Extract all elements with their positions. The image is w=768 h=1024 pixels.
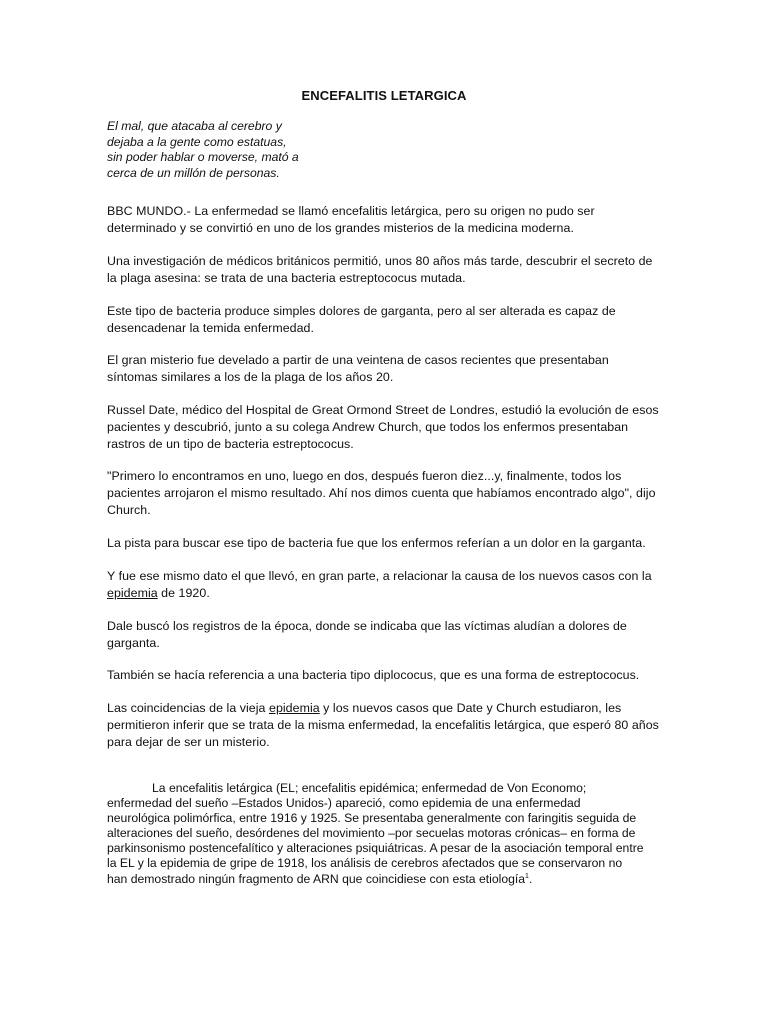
lead-line: El mal, que atacaba al cerebro y — [107, 119, 282, 133]
paragraph-line: parkinsonismo postencefalítico y alteraciones psiquiátricas. A pesar de la asociación temporal entre — [107, 841, 644, 856]
paragraph-line: pacientes arrojaron el mismo resultado. Ahí nos dimos cuenta que habíamos encontrado algo", dijo — [107, 486, 656, 500]
paragraph-line: El gran misterio fue develado a partir de una veintena de casos recientes que presentaban — [107, 353, 609, 367]
lead-line: dejaba a la gente como estatuas, — [107, 134, 287, 149]
epidemia-link[interactable]: epidemia — [269, 701, 320, 715]
paragraph-pista — [107, 535, 667, 552]
paragraph-line: permitieron inferir que se trata de la misma enfermedad, la encefalitis letárgica, que esperó 80 años — [107, 718, 659, 732]
paragraph-line: síntomas similares a los de la plaga de los años 20. — [107, 370, 394, 384]
paragraph-coincidencias — [107, 700, 667, 751]
paragraph-line: Este tipo de bacteria produce simples dolores de garganta, pero al ser alterada es capaz de — [107, 304, 616, 318]
paragraph-line: Russel Date, médico del Hospital de Great Ormond Street de Londres, estudió la evolución de esos — [107, 403, 659, 417]
paragraph-line: "Primero lo encontramos en uno, luego en dos, después fueron diez...y, finalmente, todos los — [107, 469, 622, 483]
paragraph-line — [107, 700, 667, 717]
paragraph-line: determinado y se convirtió en uno de los grandes misterios de la medicina moderna. — [107, 221, 574, 235]
paragraph-line: Church. — [107, 503, 151, 517]
paragraph-line: la EL y la epidemia de gripe de 1918, los análisis de cerebros afectados que se conservaron no — [107, 856, 623, 871]
paragraph-gran-misterio — [107, 352, 667, 386]
lead-line: cerca de un millón de personas. — [107, 165, 280, 180]
paragraph-line: rastros de un tipo de bacteria estreptococus. — [107, 437, 354, 451]
paragraph-quote — [107, 468, 667, 519]
lead-line: sin poder hablar o moverse, mató a — [107, 150, 299, 164]
paragraph-line-pre: Las coincidencias de la vieja — [107, 701, 269, 715]
paragraph-line: También se hacía referencia a una bacteria tipo diplococus, que es una forma de estreptococus. — [107, 668, 640, 682]
paragraph-line: Una investigación de médicos británicos permitió, unos 80 años más tarde, descubrir el secreto de — [107, 254, 653, 268]
paragraph-tipo-bacteria — [107, 303, 667, 337]
paragraph-line: pacientes y descubrió, junto a su colega Andrew Church, que todos los enfermos presentaban — [107, 420, 629, 434]
paragraph-line: alteraciones del sueño, desórdenes del movimiento –por secuelas motoras crónicas– en forma de — [107, 826, 636, 841]
epidemia-link[interactable]: epidemia — [107, 586, 158, 600]
paragraph-mismo-dato — [107, 568, 667, 602]
paragraph-line: enfermedad del sueño –Estados Unidos-) apareció, como epidemia de una enfermedad — [107, 796, 581, 811]
paragraph-line-text: han demostrado ningún fragmento de ARN que coincidiese con esta etiología — [107, 871, 526, 886]
paragraph-diplococus — [107, 667, 667, 684]
paragraph-dale-busco — [107, 618, 667, 652]
italic-lead — [107, 119, 327, 181]
paragraph-line: BBC MUNDO.- La enfermedad se llamó encefalitis letárgica, pero su origen no pudo ser — [107, 204, 595, 218]
paragraph-line: garganta. — [107, 636, 160, 650]
paragraph-line: Dale buscó los registros de la época, donde se indicaba que las víctimas aludían a dolores de — [107, 619, 627, 633]
paragraph-line-post: y los nuevos casos que Date y Church estudiaron, les — [319, 701, 622, 715]
document-title: ENCEFALITIS LETARGICA — [301, 88, 467, 103]
paragraph-line: Y fue ese mismo dato el que llevó, en gran parte, a relacionar la causa de los nuevos casos con la — [107, 569, 652, 583]
paragraph-line: La pista para buscar ese tipo de bacteria fue que los enfermos referían a un dolor en la garganta. — [107, 536, 646, 550]
paragraph-line: neurológica polimórfica, entre 1916 y 1925. Se presentaba generalmente con faringitis seguida de — [107, 811, 637, 826]
paragraph-line: desencadenar la temida enfermedad. — [107, 321, 314, 335]
paragraph-encefalitis-definicion — [107, 781, 667, 887]
paragraph-bbc-mundo — [107, 203, 667, 237]
paragraph-line — [107, 585, 667, 602]
paragraph-line: La encefalitis letárgica (EL; encefalitis epidémica; enfermedad de Von Economo; — [152, 781, 587, 795]
paragraph-russel-date — [107, 402, 667, 453]
paragraph-line: para dejar de ser un misterio. — [107, 735, 270, 749]
paragraph-line — [107, 872, 667, 887]
footnote-marker[interactable]: 1 — [525, 872, 529, 880]
paragraph-line: la plaga asesina: se trata de una bacteria estreptococus mutada. — [107, 271, 466, 285]
end-punctuation: . — [528, 871, 533, 886]
paragraph-investigacion — [107, 253, 667, 287]
paragraph-line-rest: de 1920. — [157, 586, 210, 600]
